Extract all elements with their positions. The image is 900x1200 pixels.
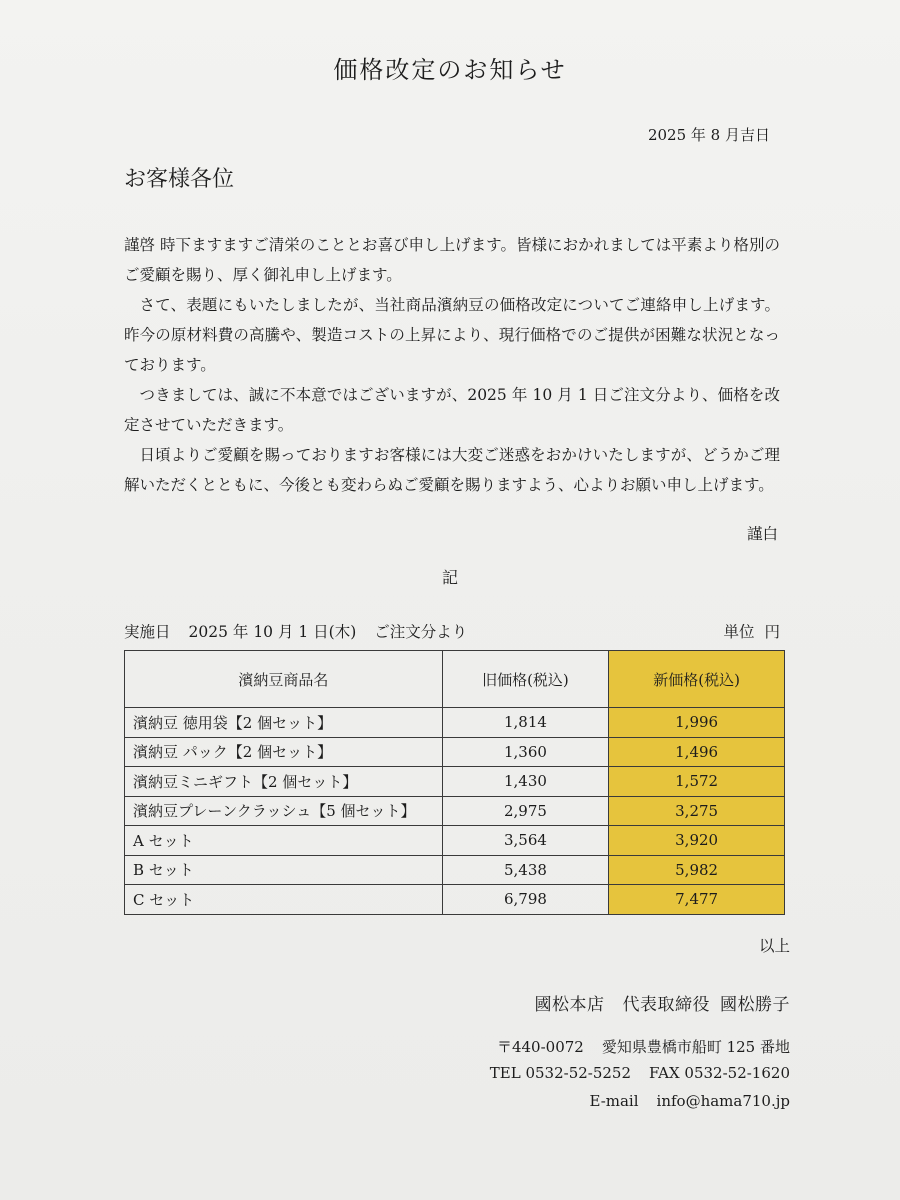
closing-mark: 謹白 bbox=[746, 525, 778, 543]
price-table bbox=[124, 650, 785, 915]
unit-label: 単位 bbox=[723, 623, 755, 641]
ki-mark: 記 bbox=[441, 568, 458, 587]
implementation-line bbox=[124, 620, 467, 642]
letter-body bbox=[124, 230, 780, 500]
table-row bbox=[125, 767, 785, 797]
header-new-price: 新価格(税込) bbox=[609, 651, 785, 708]
addressee: お客様各位 bbox=[124, 167, 235, 192]
unit-line bbox=[723, 620, 780, 642]
paragraph-effective: つきましては、誠に不本意ではございますが、2025 年 10 月 1 日ご注文分より、価格を改定させていただきます。 bbox=[124, 386, 780, 434]
implementation-date: 2025 年 10 月 1 日(木) bbox=[188, 623, 357, 641]
product-name: 濱納豆プレーンクラッシュ【5 個セット】 bbox=[125, 796, 443, 826]
old-price: 1,430 bbox=[442, 767, 609, 797]
implementation-note: ご注文分より bbox=[374, 623, 468, 641]
email-line bbox=[589, 1092, 790, 1110]
table-header-row bbox=[125, 651, 785, 708]
table-row bbox=[125, 737, 785, 767]
implementation-label: 実施日 bbox=[124, 623, 171, 641]
representative-title: 代表取締役 bbox=[622, 995, 710, 1015]
table-row bbox=[125, 855, 785, 885]
new-price: 1,496 bbox=[609, 737, 785, 767]
table-row bbox=[125, 796, 785, 826]
new-price: 1,996 bbox=[609, 708, 785, 738]
email-address: info@hama710.jp bbox=[656, 1092, 790, 1110]
email-label: E-mail bbox=[589, 1092, 639, 1110]
table-row bbox=[125, 885, 785, 915]
fax-number: FAX 0532-52-1620 bbox=[649, 1064, 790, 1082]
postal-code: 〒440-0072 bbox=[496, 1038, 584, 1056]
new-price: 5,982 bbox=[609, 855, 785, 885]
new-price: 3,920 bbox=[609, 826, 785, 856]
table-row bbox=[125, 708, 785, 738]
product-name: C セット bbox=[125, 885, 443, 915]
old-price: 2,975 bbox=[442, 796, 609, 826]
unit-value: 円 bbox=[764, 623, 780, 641]
product-name: B セット bbox=[125, 855, 443, 885]
old-price: 3,564 bbox=[442, 826, 609, 856]
new-price: 7,477 bbox=[609, 885, 785, 915]
representative-name: 國松勝子 bbox=[720, 995, 790, 1015]
company-name: 國松本店 bbox=[534, 995, 605, 1015]
paragraph-apology: 日頃よりご愛顧を賜っておりますお客様には大変ご迷惑をおかけいたしますが、どうかご理解いただくとともに、今後とも変わらぬご愛顧を賜りますよう、心よりお願い申し上げます。 bbox=[124, 446, 780, 494]
end-mark: 以上 bbox=[758, 937, 790, 955]
old-price: 1,814 bbox=[442, 708, 609, 738]
table-row bbox=[125, 826, 785, 856]
signature bbox=[535, 990, 791, 1015]
old-price: 6,798 bbox=[442, 885, 609, 915]
issue-date: 2025 年 8 月吉日 bbox=[647, 126, 770, 144]
postal-address bbox=[497, 1036, 790, 1057]
paragraph-announcement: さて、表題にもいたしましたが、当社商品濱納豆の価格改定についてご連絡申し上げます。昨今の原材料費の高騰や、製造コストの上昇により、現行価格でのご提供が困難な状況となっております。 bbox=[124, 296, 780, 374]
phone-fax-line bbox=[490, 1064, 790, 1082]
street-address: 愛知県豊橋市船町 125 番地 bbox=[601, 1038, 790, 1056]
product-name: 濱納豆 徳用袋【2 個セット】 bbox=[125, 708, 443, 738]
phone-number: TEL 0532-52-5252 bbox=[489, 1064, 632, 1082]
paragraph-greeting: 謹啓 時下ますますご清栄のこととお喜び申し上げます。皆様におかれましては平素より格別のご愛顧を賜り、厚く御礼申し上げます。 bbox=[124, 236, 780, 284]
new-price: 3,275 bbox=[609, 796, 785, 826]
header-old-price: 旧価格(税込) bbox=[442, 651, 609, 708]
new-price: 1,572 bbox=[609, 767, 785, 797]
document-title: 価格改定のお知らせ bbox=[333, 56, 567, 84]
old-price: 5,438 bbox=[442, 855, 609, 885]
product-name: A セット bbox=[125, 826, 443, 856]
old-price: 1,360 bbox=[442, 737, 609, 767]
header-product-name: 濱納豆商品名 bbox=[125, 651, 443, 708]
product-name: 濱納豆ミニギフト【2 個セット】 bbox=[125, 767, 443, 797]
product-name: 濱納豆 パック【2 個セット】 bbox=[125, 737, 443, 767]
